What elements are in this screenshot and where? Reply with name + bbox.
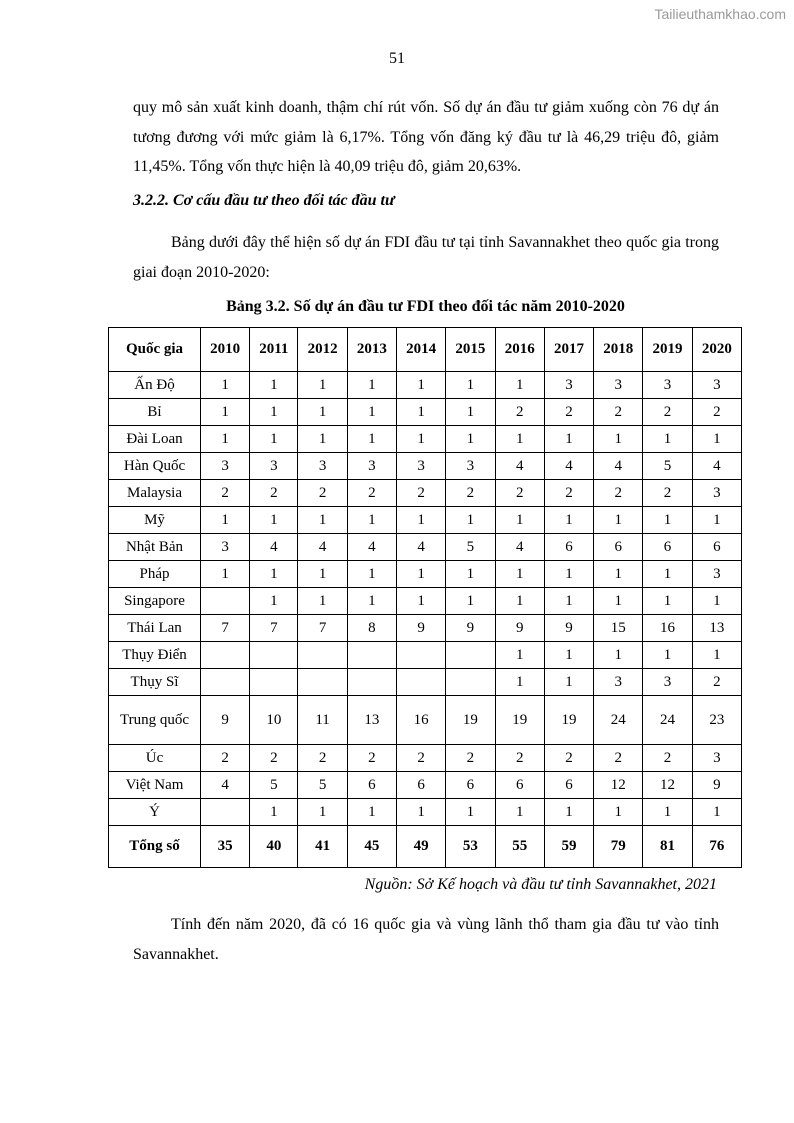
column-header-year: 2012 <box>298 328 347 372</box>
value-cell: 9 <box>692 772 741 799</box>
value-cell: 1 <box>201 561 250 588</box>
value-cell: 1 <box>250 799 298 826</box>
value-cell: 1 <box>692 507 741 534</box>
value-cell: 7 <box>201 615 250 642</box>
value-cell: 1 <box>396 426 445 453</box>
table-header-row <box>109 328 742 372</box>
paragraph-conclusion: Tính đến năm 2020, đã có 16 quốc gia và vùng lãnh thổ tham gia đầu tư vào tỉnh Savannakhet. <box>133 916 719 963</box>
column-header-country: Quốc gia <box>109 328 201 372</box>
value-cell: 1 <box>495 799 544 826</box>
value-cell: 3 <box>201 534 250 561</box>
value-cell: 2 <box>643 399 692 426</box>
value-cell: 1 <box>544 507 593 534</box>
table-row <box>109 399 742 426</box>
value-cell: 1 <box>594 588 643 615</box>
column-header-year: 2020 <box>692 328 741 372</box>
value-cell: 1 <box>544 642 593 669</box>
value-cell: 1 <box>250 372 298 399</box>
value-cell: 1 <box>396 561 445 588</box>
value-cell: 1 <box>594 561 643 588</box>
value-cell: 1 <box>347 372 396 399</box>
total-value-cell: 45 <box>347 826 396 868</box>
value-cell: 2 <box>347 745 396 772</box>
value-cell: 1 <box>446 372 495 399</box>
total-value-cell: 59 <box>544 826 593 868</box>
value-cell: 1 <box>298 799 347 826</box>
value-cell: 7 <box>298 615 347 642</box>
country-cell: Bỉ <box>109 399 201 426</box>
table-row <box>109 372 742 399</box>
value-cell: 1 <box>347 399 396 426</box>
value-cell: 1 <box>692 588 741 615</box>
value-cell: 1 <box>692 642 741 669</box>
value-cell <box>250 669 298 696</box>
value-cell: 13 <box>347 696 396 745</box>
total-value-cell: 41 <box>298 826 347 868</box>
country-cell: Ấn Độ <box>109 372 201 399</box>
value-cell: 1 <box>250 426 298 453</box>
value-cell: 2 <box>495 480 544 507</box>
country-cell: Nhật Bản <box>109 534 201 561</box>
value-cell: 9 <box>544 615 593 642</box>
value-cell: 2 <box>544 399 593 426</box>
total-value-cell: 35 <box>201 826 250 868</box>
value-cell: 1 <box>347 588 396 615</box>
value-cell: 2 <box>446 480 495 507</box>
value-cell: 3 <box>692 561 741 588</box>
section-heading: 3.2.2. Cơ cấu đầu tư theo đối tác đầu tư <box>133 192 395 209</box>
value-cell: 1 <box>643 507 692 534</box>
total-value-cell: 53 <box>446 826 495 868</box>
value-cell: 2 <box>250 745 298 772</box>
value-cell: 3 <box>201 453 250 480</box>
value-cell: 24 <box>643 696 692 745</box>
value-cell: 6 <box>347 772 396 799</box>
country-cell: Hàn Quốc <box>109 453 201 480</box>
value-cell: 1 <box>446 561 495 588</box>
value-cell: 6 <box>396 772 445 799</box>
table-row <box>109 453 742 480</box>
value-cell: 5 <box>298 772 347 799</box>
table-row <box>109 772 742 799</box>
value-cell: 1 <box>544 561 593 588</box>
table-row <box>109 615 742 642</box>
value-cell: 12 <box>643 772 692 799</box>
table-row <box>109 588 742 615</box>
value-cell: 5 <box>446 534 495 561</box>
value-cell <box>201 642 250 669</box>
value-cell: 24 <box>594 696 643 745</box>
value-cell: 1 <box>347 426 396 453</box>
value-cell <box>250 642 298 669</box>
value-cell: 19 <box>544 696 593 745</box>
table-row <box>109 534 742 561</box>
value-cell: 1 <box>298 561 347 588</box>
value-cell: 1 <box>201 372 250 399</box>
value-cell: 1 <box>495 669 544 696</box>
value-cell: 1 <box>544 799 593 826</box>
value-cell: 6 <box>594 534 643 561</box>
total-label-cell: Tổng số <box>109 826 201 868</box>
value-cell: 11 <box>298 696 347 745</box>
value-cell <box>201 669 250 696</box>
value-cell: 1 <box>692 426 741 453</box>
value-cell: 1 <box>446 588 495 615</box>
column-header-year: 2016 <box>495 328 544 372</box>
country-cell: Úc <box>109 745 201 772</box>
table-source-note: Nguồn: Sở Kế hoạch và đầu tư tỉnh Savannakhet, 2021 <box>364 876 717 893</box>
value-cell: 1 <box>201 426 250 453</box>
column-header-year: 2014 <box>396 328 445 372</box>
table-row <box>109 669 742 696</box>
value-cell: 4 <box>396 534 445 561</box>
total-value-cell: 76 <box>692 826 741 868</box>
value-cell <box>347 642 396 669</box>
country-cell: Trung quốc <box>109 696 201 745</box>
value-cell <box>201 799 250 826</box>
value-cell: 1 <box>643 588 692 615</box>
value-cell: 6 <box>643 534 692 561</box>
column-header-year: 2018 <box>594 328 643 372</box>
country-cell: Malaysia <box>109 480 201 507</box>
value-cell: 1 <box>446 426 495 453</box>
table-row <box>109 745 742 772</box>
value-cell: 3 <box>396 453 445 480</box>
value-cell: 1 <box>446 799 495 826</box>
value-cell: 4 <box>250 534 298 561</box>
value-cell: 1 <box>643 561 692 588</box>
value-cell: 1 <box>347 799 396 826</box>
table-row <box>109 799 742 826</box>
country-cell: Pháp <box>109 561 201 588</box>
value-cell: 8 <box>347 615 396 642</box>
value-cell: 3 <box>544 372 593 399</box>
table-row <box>109 696 742 745</box>
value-cell: 4 <box>495 534 544 561</box>
value-cell: 1 <box>298 399 347 426</box>
value-cell: 1 <box>544 426 593 453</box>
value-cell <box>298 642 347 669</box>
value-cell: 1 <box>396 588 445 615</box>
value-cell: 6 <box>692 534 741 561</box>
value-cell: 3 <box>692 480 741 507</box>
value-cell: 1 <box>298 426 347 453</box>
value-cell: 2 <box>250 480 298 507</box>
table-total-row <box>109 826 742 868</box>
value-cell: 4 <box>495 453 544 480</box>
total-value-cell: 79 <box>594 826 643 868</box>
total-value-cell: 81 <box>643 826 692 868</box>
column-header-year: 2013 <box>347 328 396 372</box>
value-cell <box>298 669 347 696</box>
value-cell: 1 <box>643 642 692 669</box>
value-cell: 3 <box>298 453 347 480</box>
value-cell: 1 <box>643 799 692 826</box>
value-cell: 23 <box>692 696 741 745</box>
value-cell: 2 <box>298 745 347 772</box>
value-cell: 1 <box>347 561 396 588</box>
value-cell: 1 <box>495 588 544 615</box>
value-cell: 1 <box>347 507 396 534</box>
value-cell: 4 <box>298 534 347 561</box>
value-cell: 1 <box>495 426 544 453</box>
country-cell: Đài Loan <box>109 426 201 453</box>
value-cell: 1 <box>201 507 250 534</box>
value-cell: 19 <box>446 696 495 745</box>
column-header-year: 2017 <box>544 328 593 372</box>
value-cell: 2 <box>594 745 643 772</box>
value-cell: 9 <box>495 615 544 642</box>
table-row <box>109 507 742 534</box>
value-cell: 6 <box>495 772 544 799</box>
value-cell: 5 <box>250 772 298 799</box>
country-cell: Thụy Sĩ <box>109 669 201 696</box>
value-cell: 1 <box>544 588 593 615</box>
value-cell: 1 <box>396 372 445 399</box>
value-cell: 10 <box>250 696 298 745</box>
value-cell <box>347 669 396 696</box>
value-cell: 1 <box>250 561 298 588</box>
value-cell: 3 <box>643 669 692 696</box>
value-cell: 3 <box>643 372 692 399</box>
value-cell: 3 <box>347 453 396 480</box>
value-cell: 6 <box>544 772 593 799</box>
value-cell: 2 <box>396 745 445 772</box>
value-cell: 4 <box>544 453 593 480</box>
value-cell: 4 <box>594 453 643 480</box>
value-cell: 19 <box>495 696 544 745</box>
country-cell: Singapore <box>109 588 201 615</box>
table-row <box>109 480 742 507</box>
value-cell: 1 <box>298 507 347 534</box>
value-cell: 2 <box>298 480 347 507</box>
value-cell: 2 <box>643 745 692 772</box>
value-cell: 9 <box>446 615 495 642</box>
value-cell: 1 <box>594 507 643 534</box>
value-cell <box>396 669 445 696</box>
value-cell: 1 <box>594 799 643 826</box>
value-cell: 1 <box>250 399 298 426</box>
value-cell: 3 <box>594 372 643 399</box>
page-number: 51 <box>389 50 405 67</box>
paragraph-table-intro: Bảng dưới đây thể hiện số dự án FDI đầu tư tại tỉnh Savannakhet theo quốc gia trong giai đoạn 2010-2020: <box>133 234 719 281</box>
value-cell: 1 <box>250 507 298 534</box>
value-cell: 1 <box>495 561 544 588</box>
value-cell: 2 <box>446 745 495 772</box>
column-header-year: 2019 <box>643 328 692 372</box>
column-header-year: 2015 <box>446 328 495 372</box>
value-cell: 2 <box>201 480 250 507</box>
total-value-cell: 40 <box>250 826 298 868</box>
value-cell: 1 <box>396 799 445 826</box>
value-cell: 1 <box>692 799 741 826</box>
column-header-year: 2010 <box>201 328 250 372</box>
value-cell: 1 <box>396 399 445 426</box>
value-cell: 1 <box>544 669 593 696</box>
value-cell: 1 <box>495 372 544 399</box>
value-cell <box>396 642 445 669</box>
value-cell: 2 <box>544 480 593 507</box>
value-cell: 13 <box>692 615 741 642</box>
value-cell: 3 <box>446 453 495 480</box>
value-cell: 2 <box>594 480 643 507</box>
value-cell: 7 <box>250 615 298 642</box>
value-cell: 1 <box>201 399 250 426</box>
country-cell: Việt Nam <box>109 772 201 799</box>
value-cell: 1 <box>446 399 495 426</box>
value-cell: 9 <box>396 615 445 642</box>
value-cell: 5 <box>643 453 692 480</box>
value-cell: 4 <box>201 772 250 799</box>
value-cell: 4 <box>347 534 396 561</box>
value-cell: 2 <box>643 480 692 507</box>
value-cell: 12 <box>594 772 643 799</box>
column-header-year: 2011 <box>250 328 298 372</box>
value-cell: 16 <box>396 696 445 745</box>
table-row <box>109 561 742 588</box>
country-cell: Thái Lan <box>109 615 201 642</box>
value-cell: 1 <box>446 507 495 534</box>
value-cell: 2 <box>692 669 741 696</box>
value-cell: 2 <box>396 480 445 507</box>
value-cell: 1 <box>250 588 298 615</box>
value-cell: 1 <box>594 426 643 453</box>
value-cell: 2 <box>594 399 643 426</box>
value-cell: 2 <box>495 399 544 426</box>
value-cell: 2 <box>347 480 396 507</box>
value-cell: 1 <box>594 642 643 669</box>
value-cell: 15 <box>594 615 643 642</box>
value-cell: 3 <box>594 669 643 696</box>
value-cell: 1 <box>396 507 445 534</box>
paragraph-intro: quy mô sản xuất kinh doanh, thậm chí rút vốn. Số dự án đầu tư giảm xuống còn 76 dự án tương đương với mức giảm là 6,17%. Tổng vốn đăng ký đầu tư là 46,29 triệu đô, giảm 11,45%. Tổng vốn thực hiện là 40,09 triệu đô, giảm 20,63%. <box>133 99 719 175</box>
table-row <box>109 642 742 669</box>
value-cell: 6 <box>446 772 495 799</box>
value-cell: 1 <box>298 372 347 399</box>
country-cell: Thụy Điển <box>109 642 201 669</box>
value-cell: 3 <box>692 372 741 399</box>
watermark: Tailieuthamkhao.com <box>654 6 786 22</box>
value-cell <box>446 642 495 669</box>
value-cell: 3 <box>250 453 298 480</box>
value-cell: 1 <box>495 507 544 534</box>
value-cell: 2 <box>692 399 741 426</box>
value-cell <box>201 588 250 615</box>
fdi-projects-table <box>108 327 742 868</box>
value-cell: 2 <box>495 745 544 772</box>
value-cell: 16 <box>643 615 692 642</box>
country-cell: Mỹ <box>109 507 201 534</box>
value-cell: 9 <box>201 696 250 745</box>
value-cell: 3 <box>692 745 741 772</box>
value-cell: 1 <box>643 426 692 453</box>
table-row <box>109 426 742 453</box>
total-value-cell: 49 <box>396 826 445 868</box>
table-caption: Bảng 3.2. Số dự án đầu tư FDI theo đối tác năm 2010-2020 <box>226 298 625 315</box>
value-cell: 4 <box>692 453 741 480</box>
value-cell <box>446 669 495 696</box>
value-cell: 6 <box>544 534 593 561</box>
value-cell: 1 <box>298 588 347 615</box>
value-cell: 2 <box>544 745 593 772</box>
value-cell: 2 <box>201 745 250 772</box>
value-cell: 1 <box>495 642 544 669</box>
country-cell: Ý <box>109 799 201 826</box>
total-value-cell: 55 <box>495 826 544 868</box>
